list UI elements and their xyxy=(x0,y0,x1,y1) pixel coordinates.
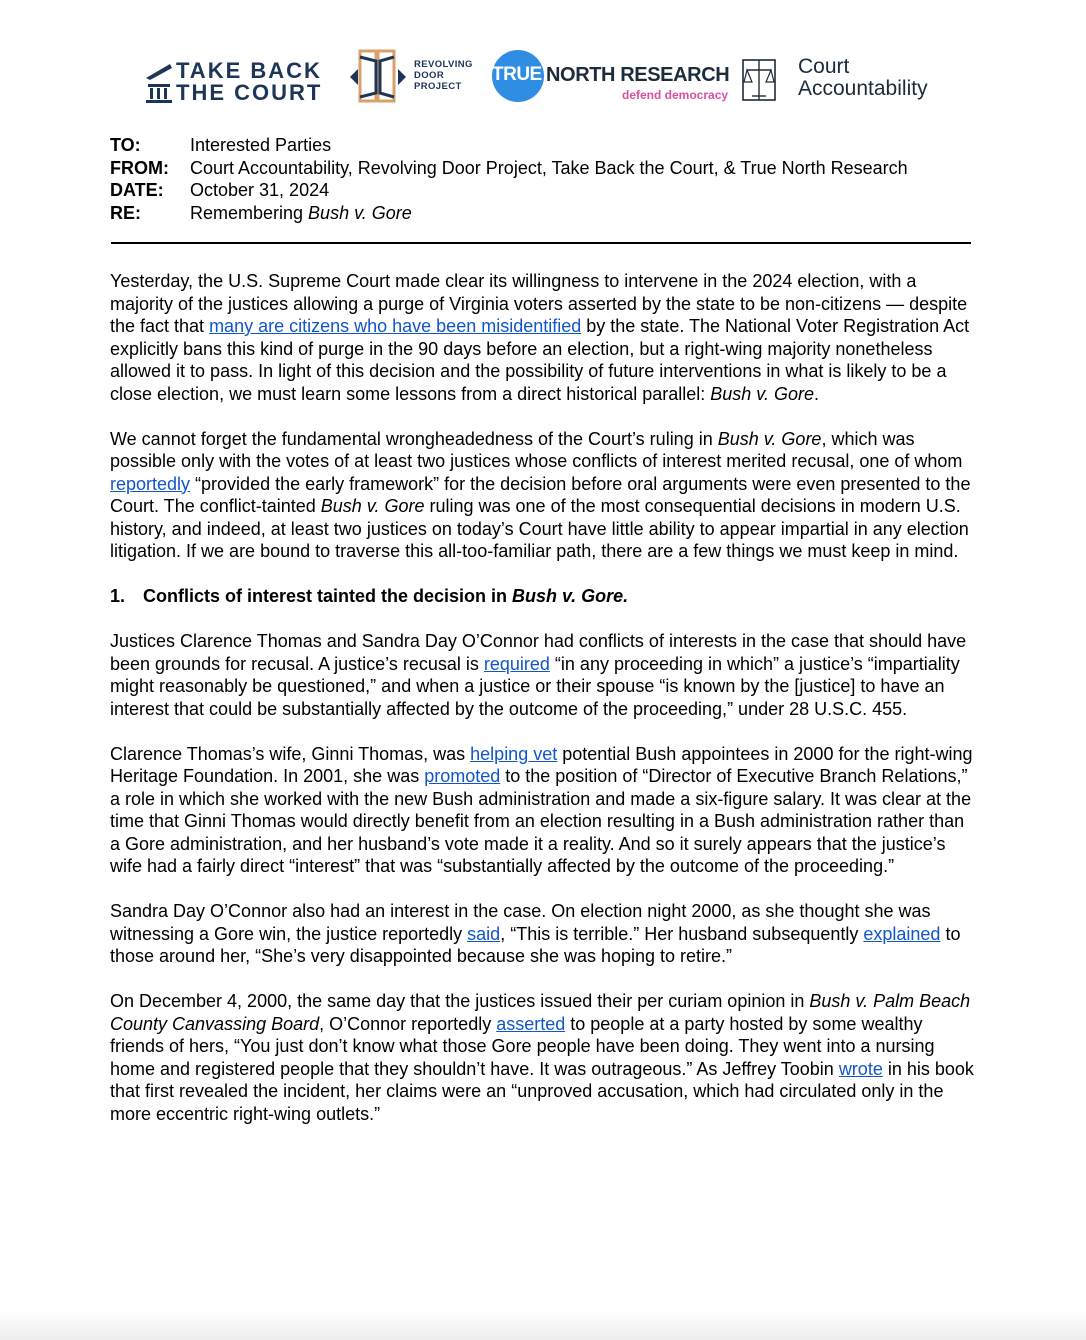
logo-bar xyxy=(0,42,1086,112)
logo-line-1: TAKE BACK xyxy=(176,58,322,83)
paragraph-1: Yesterday, the U.S. Supreme Court made clear its willingness to intervene in the 2024 election, with a majority of the justices allowing a purge of Virginia voters asserted by the state to be non-citizens — despite the fact that many are citizens who have been misidentified by the state. The National Voter Registration Act explicitly bans this kind of purge in the 90 days before an election, but a right-wing majority nonetheless allowed it to pass. In light of this decision and the possibility of future interventions in what is likely to be a close election, we must learn some lessons from a direct historical parallel: Bush v. Gore. xyxy=(110,271,970,404)
paragraph-2: We cannot forget the fundamental wrongheadedness of the Court’s ruling in Bush v. Gore, which was possible only with the votes of at least two justices whose conflicts of interest merited recusal, one of whom reportedly “provided the early framework” for the decision before oral arguments were even presented to the Court. The conflict-tainted Bush v. Gore ruling was one of the most consequential decisions in modern U.S. history, and indeed, at least two justices on today’s Court have little ability to appear impartial in any election litigation. If we are bound to traverse this all-too-familiar path, there are a few things we must keep in mind. xyxy=(110,428,971,561)
memo-re-value xyxy=(190,202,976,225)
revolving-door-icon xyxy=(346,47,410,107)
memo-to-row xyxy=(110,134,976,157)
memo-to-label: TO: xyxy=(110,135,141,155)
link-helping-vet[interactable]: helping vet xyxy=(470,743,558,764)
memo-re-row xyxy=(110,202,976,225)
memo-from-row xyxy=(110,157,976,180)
north-research-wordmark: NORTH RESEARCH xyxy=(546,64,730,86)
tnr-tagline: defend democracy xyxy=(622,88,729,102)
memo-from-label: FROM: xyxy=(110,157,169,178)
revolving-door-project-logo xyxy=(346,47,476,107)
paragraph-5: Sandra Day O’Connor also had an interest in the case. On election night 2000, as she thought she was witnessing a Gore win, the justice reportedly said, “This is terrible.” Her husband subsequently explained to those around her, “She’s very disappointed because she was hoping to retire.” xyxy=(110,901,961,966)
link-said[interactable]: said xyxy=(467,923,501,944)
link-promoted[interactable]: promoted xyxy=(424,766,501,786)
memo-from-value: Court Accountability, Revolving Door Project, Take Back the Court, & True North Research xyxy=(190,157,908,178)
take-back-the-court-logo xyxy=(144,60,336,106)
paragraph-4: Clarence Thomas’s wife, Ginni Thomas, was helping vet potential Bush appointees in 2000 for the right-wing Heritage Foundation. In 2001, she was promoted to the position of “Director of Executive Branch Relations,” a role in which she worked with the new Bush administration and made a six-figure salary. It was clear at the time that Ginni Thomas would directly benefit from an election resulting in a Bush administration rather than a Gore administration, and her husband’s vote made it a reality. And so it surely appears that the justice’s wife had a fairly direct “interest” that was “substantially affected by the outcome of the proceeding.” xyxy=(110,743,973,876)
true-north-research-logo xyxy=(492,50,732,106)
memo-to-value: Interested Parties xyxy=(190,135,332,155)
memo-re-case: Bush v. Gore xyxy=(308,202,412,223)
paragraph-3: Justices Clarence Thomas and Sandra Day O’Connor had conflicts of interests in the case that should have been grounds for recusal. A justice’s recusal is required “in any proceeding in which” a justice’s “impartiality might reasonably be questioned,” and when a justice or their spouse “is known by the [justice] to have an interest that could be substantially affected by the outcome of the proceeding,” under 28 U.S.C. 455. xyxy=(110,631,967,719)
court-building-icon xyxy=(144,62,174,104)
memo-re-prefix: Remembering xyxy=(190,202,309,223)
memo-date-label: DATE: xyxy=(110,180,164,201)
section-heading-1: 1. Conflicts of interest tainted the decision in Bush v. Gore. xyxy=(110,586,629,606)
court-accountability-wordmark: Court Accountability xyxy=(798,55,928,100)
link-misidentified-citizens[interactable]: many are citizens who have been misidentified xyxy=(209,316,582,336)
memo-date-row xyxy=(110,179,976,202)
scales-book-icon xyxy=(742,58,776,102)
link-wrote[interactable]: wrote xyxy=(838,1058,883,1079)
header-divider xyxy=(111,242,971,244)
rdp-wordmark: REVOLVING DOOR PROJECT xyxy=(414,59,473,92)
link-explained[interactable]: explained xyxy=(863,923,941,944)
memo-date-value: October 31, 2024 xyxy=(190,180,330,201)
memo-body xyxy=(110,270,978,1148)
court-accountability-logo xyxy=(742,50,942,106)
page-bottom-edge xyxy=(0,1310,1086,1340)
memo-header xyxy=(110,134,976,224)
memo-re-label: RE: xyxy=(110,202,141,223)
logo-line-2: THE COURT xyxy=(176,80,323,105)
link-asserted[interactable]: asserted xyxy=(496,1013,566,1034)
link-required[interactable]: required xyxy=(483,653,550,674)
paragraph-6: On December 4, 2000, the same day that the justices issued their per curiam opinion in Bush v. Palm Beach County Canvassing Board, O’Connor reportedly asserted to people at a party hosted by some wealthy friends of hers, “You just don’t know what those Gore people have been doing. They went into a nursing home and registered people that they shouldn’t have. It was outrageous.” As Jeffrey Toobin wrote in his book that first revealed the incident, her claims were an “unproved accusation, which had circulated only in the more eccentric right-wing outlets.” xyxy=(110,991,974,1124)
link-reportedly[interactable]: reportedly xyxy=(110,473,191,494)
true-wordmark: TRUE xyxy=(492,64,542,85)
